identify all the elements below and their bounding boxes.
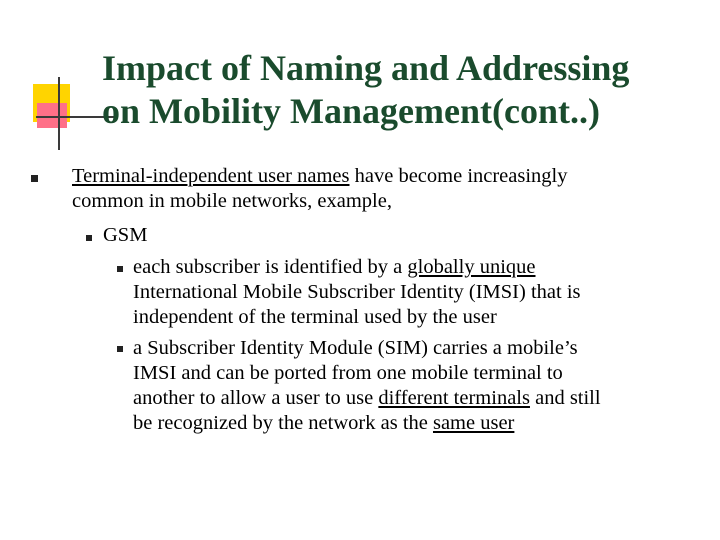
decorative-vertical-line [58,77,60,150]
text-run: be recognized by the network as the [133,412,433,434]
bullet-1-line-1 [72,164,568,189]
bullet-1-line-2: common in mobile networks, example, [72,190,392,212]
bullet-3-line-1 [133,255,536,280]
slide-title [102,47,712,133]
bullet-square-icon [117,266,123,272]
text-run: and still [529,387,601,409]
underlined-term: Terminal-independent user names [72,165,350,187]
bullet-4-line-3 [133,386,601,411]
bullet-3-line-3: independent of the terminal used by the user [133,306,497,328]
slide-title-line-2: on Mobility Management(cont..) [102,91,600,131]
bullet-2-text: GSM [103,224,148,246]
underlined-term: globally unique [407,256,536,278]
text-run: have become increasingly [349,165,568,187]
bullet-square-icon [117,346,123,352]
underlined-term: different terminals [378,387,530,409]
bullet-4-line-1: a Subscriber Identity Module (SIM) carries a mobile’s [133,337,578,359]
bullet-4-line-2: IMSI and can be ported from one mobile terminal to [133,362,563,384]
bullet-square-icon [31,175,38,182]
text-run: each subscriber is identified by a [133,256,408,278]
slide-title-line-1: Impact of Naming and Addressing [102,48,630,88]
bullet-3-line-2: International Mobile Subscriber Identity (IMSI) that is [133,281,581,303]
underlined-term: same user [432,412,515,434]
text-run: another to allow a user to use [133,387,379,409]
bullet-square-icon [86,235,92,241]
bullet-4-line-4 [133,411,514,436]
